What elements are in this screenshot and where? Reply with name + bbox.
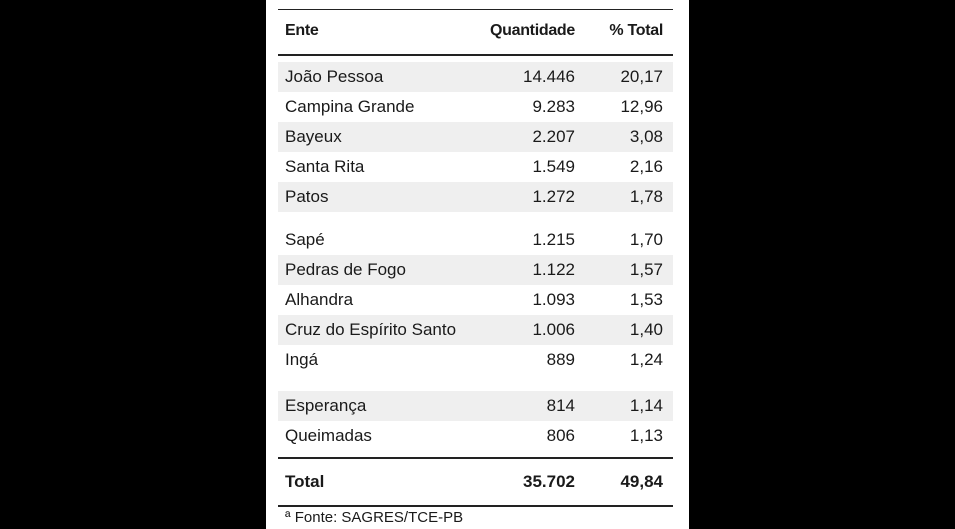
table-row: [278, 62, 673, 92]
cell-ente: João Pessoa: [285, 67, 384, 86]
cell-pct-total: 1,40: [629, 320, 663, 339]
cell-pct-total: 1,14: [629, 396, 663, 415]
table-top-rule: [278, 9, 673, 10]
cell-ente: Cruz do Espírito Santo: [285, 320, 457, 339]
cell-ente: Sapé: [285, 230, 325, 249]
total-quantidade: 35.702: [523, 472, 575, 491]
cell-ente: Esperança: [285, 396, 367, 415]
table-bottom-rule: [278, 505, 673, 507]
cell-quantidade: 1.549: [532, 157, 575, 176]
cell-quantidade: 889: [546, 350, 575, 369]
cell-ente: Pedras de Fogo: [285, 260, 406, 279]
source-footnote: ª Fonte: SAGRES/TCE-PB: [285, 509, 464, 526]
cell-pct-total: 1,53: [629, 290, 663, 309]
document-page: [266, 0, 689, 529]
table-total-row: [278, 467, 673, 497]
cell-ente: Santa Rita: [285, 157, 365, 176]
cell-pct-total: 1,78: [629, 187, 663, 206]
cell-pct-total: 1,13: [629, 426, 663, 445]
table-row: [278, 92, 673, 122]
cell-pct-total: 12,96: [620, 97, 663, 116]
cell-quantidade: 806: [546, 426, 575, 445]
cell-quantidade: 1.272: [532, 187, 575, 206]
table-total-rule: [278, 457, 673, 459]
table-row: [278, 285, 673, 315]
cell-quantidade: 2.207: [532, 127, 575, 146]
cell-pct-total: 1,70: [629, 230, 663, 249]
table-row: [278, 255, 673, 285]
cell-quantidade: 1.093: [532, 290, 575, 309]
table-row: [278, 315, 673, 345]
cell-quantidade: 814: [546, 396, 575, 415]
cell-ente: Patos: [285, 187, 329, 206]
cell-quantidade: 9.283: [532, 97, 575, 116]
cell-ente: Ingá: [285, 350, 319, 369]
cell-quantidade: 1.006: [532, 320, 575, 339]
table-row: [278, 182, 673, 212]
cell-ente: Queimadas: [285, 426, 372, 445]
table-row: [278, 421, 673, 451]
cell-pct-total: 1,57: [629, 260, 663, 279]
table-header-row: [278, 16, 673, 46]
total-label: Total: [285, 472, 325, 491]
header-ente: Ente: [285, 22, 319, 39]
cell-quantidade: 1.215: [532, 230, 575, 249]
table-row: [278, 122, 673, 152]
cell-pct-total: 1,24: [629, 350, 663, 369]
table-header-rule: [278, 54, 673, 56]
header-pct-total: % Total: [609, 22, 663, 39]
cell-ente: Campina Grande: [285, 97, 415, 116]
cell-ente: Bayeux: [285, 127, 342, 146]
cell-quantidade: 14.446: [523, 67, 575, 86]
cell-pct-total: 20,17: [620, 67, 663, 86]
total-pct-total: 49,84: [620, 472, 663, 491]
cell-pct-total: 3,08: [629, 127, 663, 146]
table-row: [278, 391, 673, 421]
table-row: [278, 225, 673, 255]
header-quantidade: Quantidade: [489, 22, 575, 39]
cell-ente: Alhandra: [285, 290, 354, 309]
table-row: [278, 345, 673, 375]
table-row: [278, 152, 673, 182]
cell-pct-total: 2,16: [629, 157, 663, 176]
cell-quantidade: 1.122: [532, 260, 575, 279]
